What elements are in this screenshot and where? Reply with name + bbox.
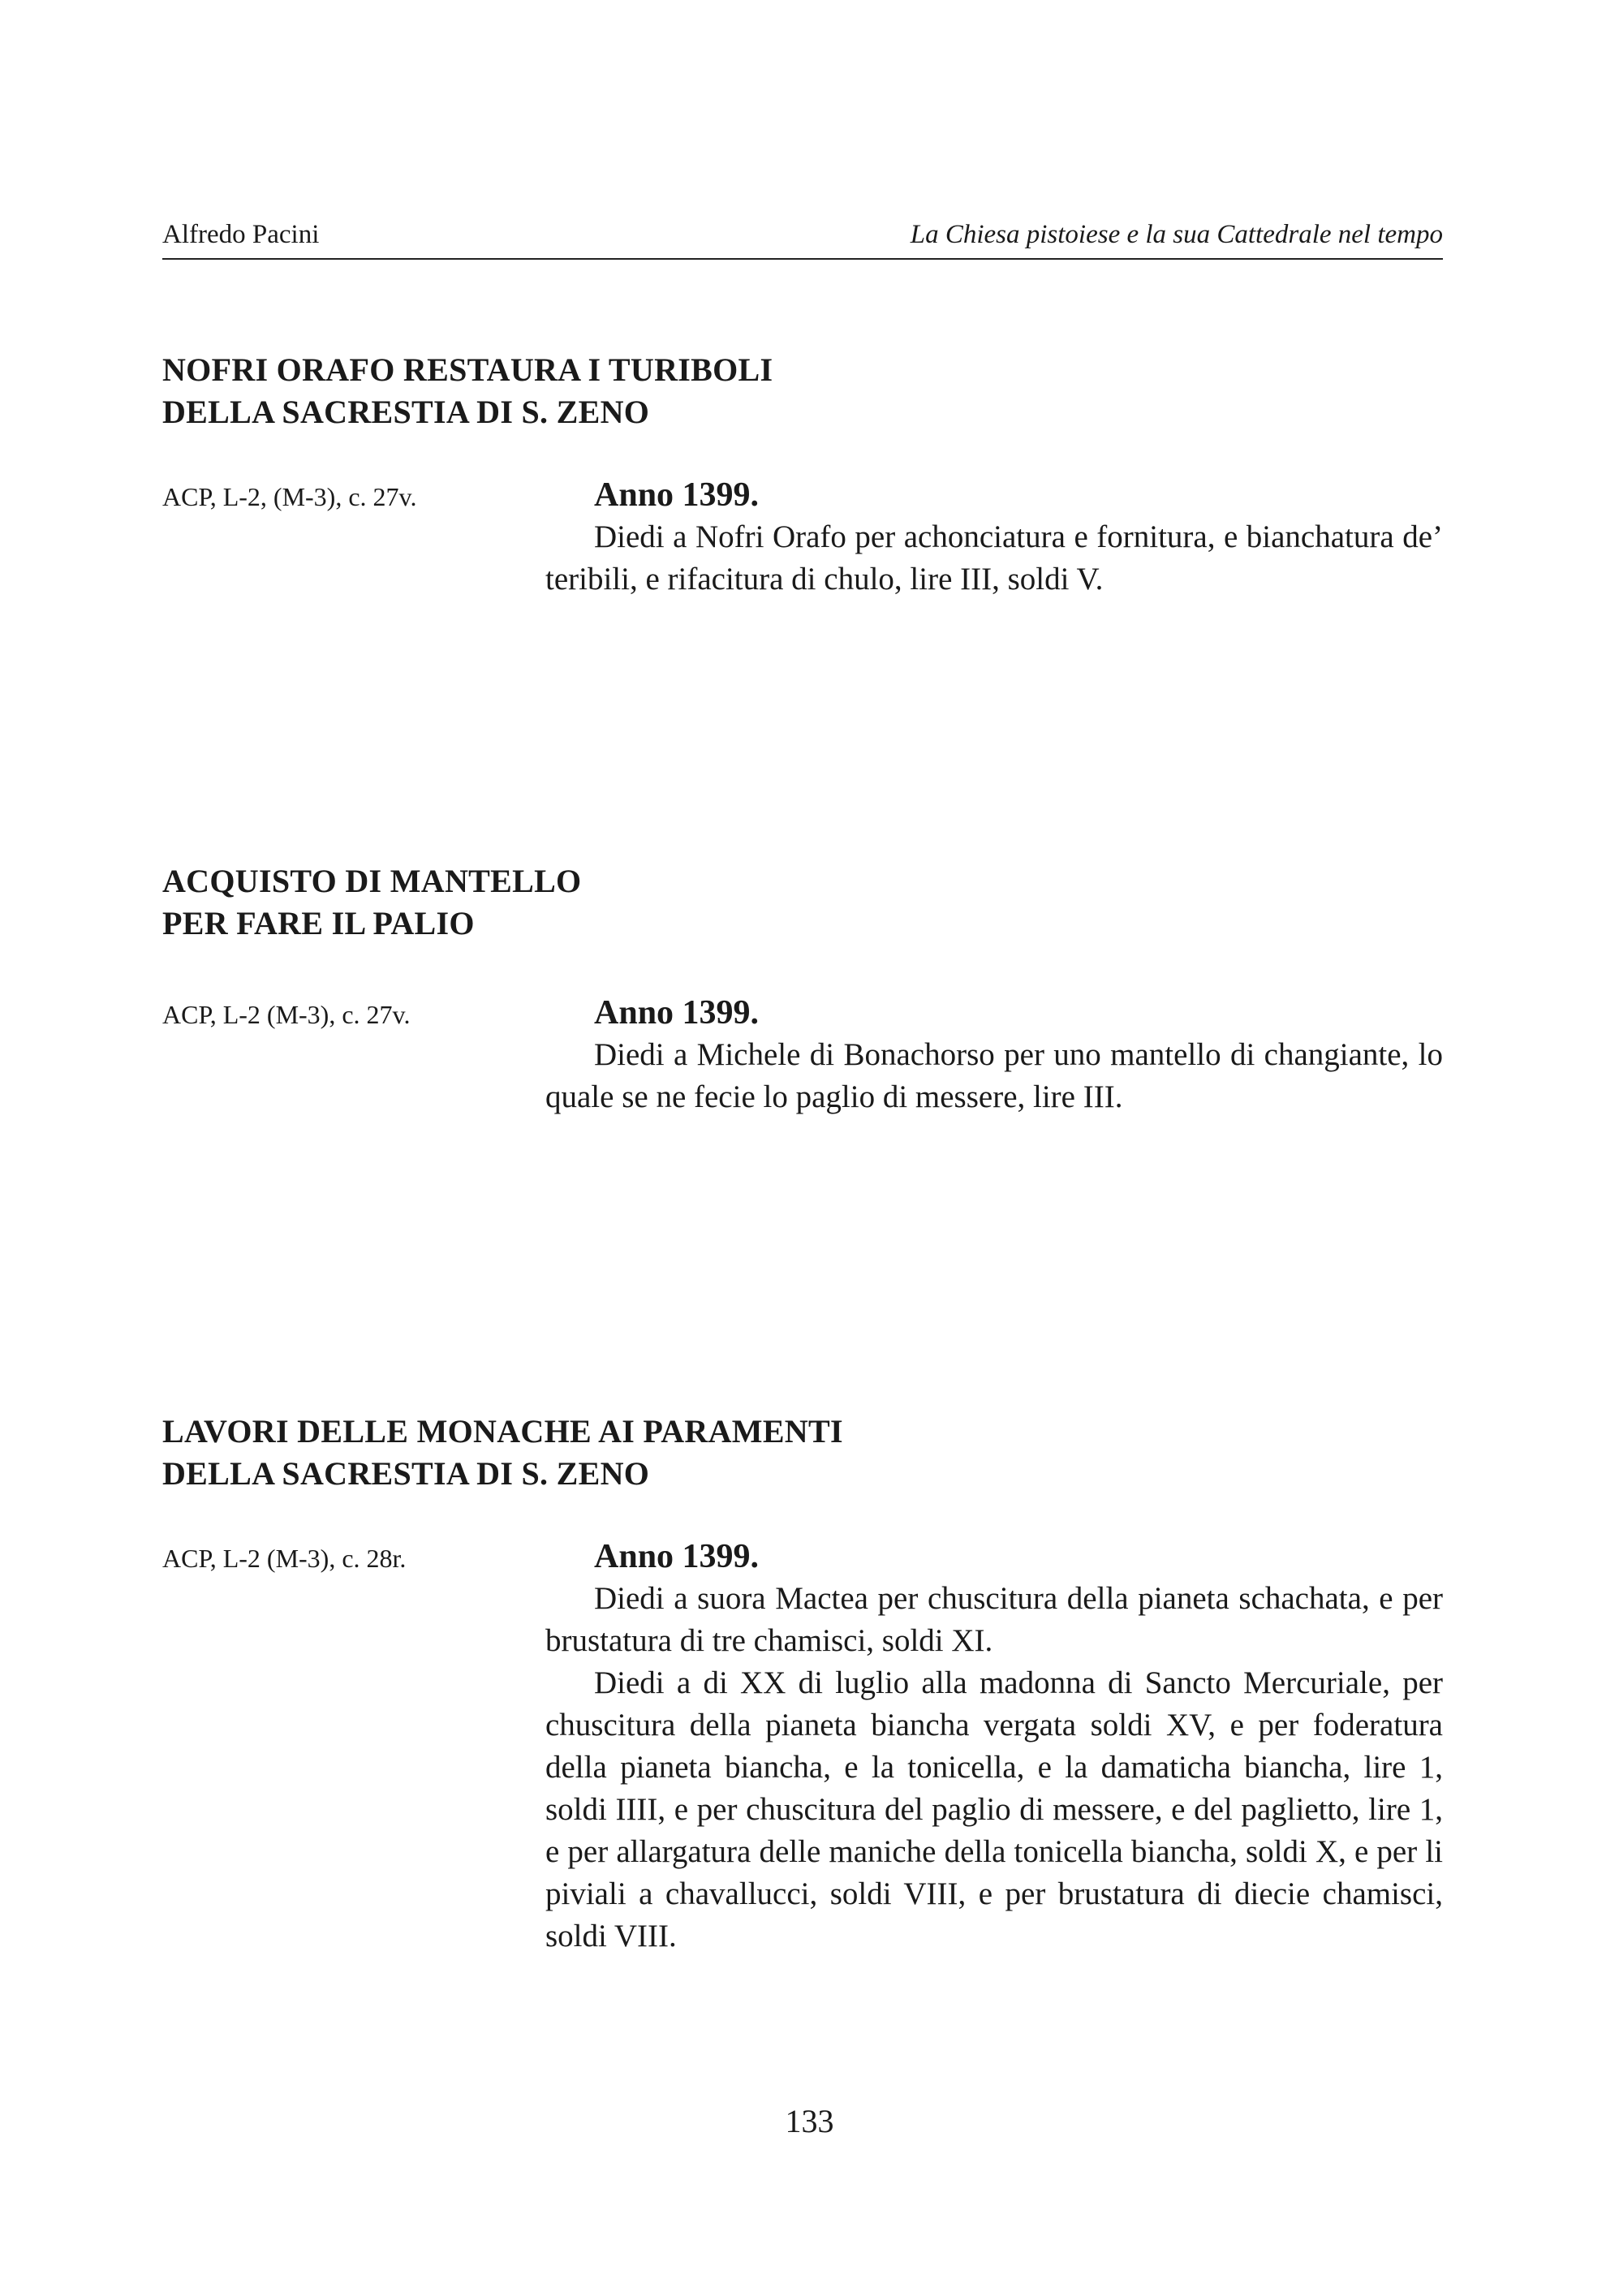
section-title-line-1: ACQUISTO DI MANTELLO	[162, 863, 582, 899]
entry-year: Anno 1399.	[594, 476, 760, 514]
section-title-line-1: NOFRI ORAFO RESTAURA I TURIBOLI	[162, 351, 773, 388]
section-title-line-2: DELLA SACRESTIA DI S. ZENO	[162, 394, 650, 430]
running-header	[162, 213, 1443, 260]
header-book-title: La Chiesa pistoiese e la sua Cattedrale nel tempo	[910, 220, 1443, 249]
archive-entry	[162, 1536, 1443, 1958]
entry-paragraph: Diedi a Michele di Bonachorso per uno mantello di changiante, lo quale se ne fecie lo paglio di messere, lire III.	[545, 1037, 1443, 1114]
entry-body	[545, 992, 1443, 1118]
section-title	[162, 860, 1443, 945]
section-nofri-orafo	[162, 349, 1443, 601]
header-author: Alfredo Pacini	[162, 220, 320, 249]
entry-body	[545, 1536, 1443, 1958]
archive-citation: ACP, L-2 (M-3), c. 27v.	[162, 1000, 411, 1029]
page-number: 133	[785, 2103, 834, 2139]
section-title-line-2: PER FARE IL PALIO	[162, 905, 475, 941]
section-acquisto-mantello	[162, 860, 1443, 1118]
section-title	[162, 349, 1443, 433]
entry-body	[545, 474, 1443, 601]
section-title	[162, 1411, 1443, 1495]
section-title-line-2: DELLA SACRESTIA DI S. ZENO	[162, 1455, 650, 1492]
entry-paragraph: Diedi a Nofri Orafo per achonciatura e fornitura, e bianchatura de’ teribili, e rifacitura di chulo, lire III, soldi V.	[545, 519, 1443, 597]
archive-citation: ACP, L-2, (M-3), c. 27v.	[162, 482, 417, 511]
section-title-line-1: LAVORI DELLE MONACHE AI PARAMENTI	[162, 1413, 843, 1450]
archive-entry	[162, 474, 1443, 601]
section-lavori-monache	[162, 1411, 1443, 1958]
entry-paragraph: Diedi a suora Mactea per chuscitura della pianeta schachata, e per brustatura di tre chamisci, soldi XI.	[545, 1581, 1443, 1658]
entry-year: Anno 1399.	[594, 1538, 760, 1575]
archive-entry	[162, 992, 1443, 1118]
archive-citation: ACP, L-2 (M-3), c. 28r.	[162, 1544, 407, 1573]
entry-year: Anno 1399.	[594, 994, 760, 1032]
entry-paragraph: Diedi a di XX di luglio alla madonna di Sancto Mercuriale, per chuscitura della pianeta biancha vergata soldi XV, e per foderatura della pianeta biancha, e la tonicella, e la damaticha biancha, lire 1, soldi IIII, e per chuscitura del paglio di messere, e del paglietto, lire 1, e per allargatura delle maniche della tonicella biancha, soldi X, e per li piviali a chavallucci, soldi VIII, e per brustatura di diecie chamisci, soldi VIII.	[545, 1665, 1443, 1954]
